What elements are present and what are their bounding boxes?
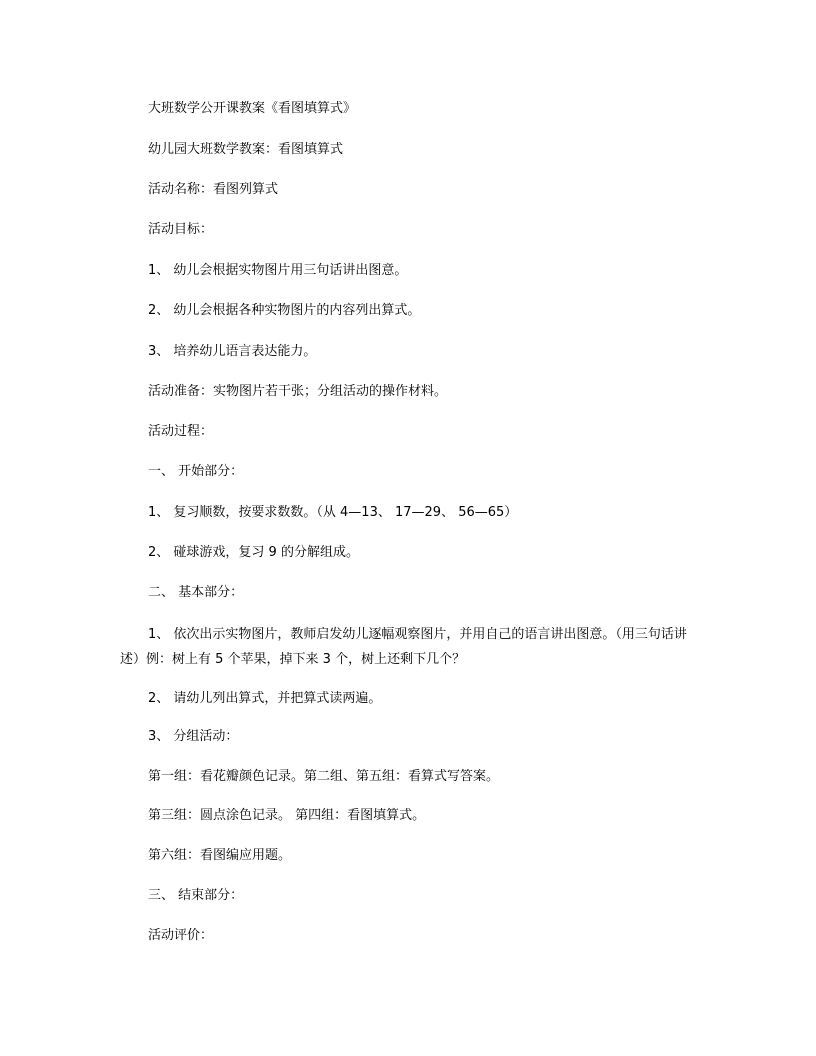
part2-item-2: 2、 请幼儿列出算式，并把算式读两遍。 bbox=[148, 691, 382, 706]
document-title: 大班数学公开课教案《看图填算式》 bbox=[148, 101, 357, 116]
part1-heading: 一、 开始部分： bbox=[148, 464, 244, 479]
part2-item-1: 1、 依次出示实物图片，教师启发幼儿逐幅观察图片，并用自己的语言讲出图意。（用三句话讲述）例：树上有 5 个苹果，掉下来 3 个，树上还剩下几个？ bbox=[120, 627, 687, 667]
part3-heading: 三、 结束部分： bbox=[148, 888, 244, 903]
process-heading: 活动过程： bbox=[148, 424, 214, 439]
part2-item-3: 3、 分组活动： bbox=[148, 729, 239, 744]
part1-item-2: 2、 碰球游戏，复习 9 的分解组成。 bbox=[148, 545, 359, 560]
goals-heading: 活动目标： bbox=[148, 222, 214, 237]
activity-name: 活动名称：看图列算式 bbox=[148, 182, 279, 197]
group-line-3: 第六组：看图编应用题。 bbox=[148, 848, 292, 863]
goal-item-3: 3、 培养幼儿语言表达能力。 bbox=[148, 344, 317, 359]
group-line-2: 第三组：圆点涂色记录。 第四组：看图填算式。 bbox=[148, 808, 426, 823]
part2-heading: 二、 基本部分： bbox=[148, 585, 244, 600]
document-subtitle: 幼儿园大班数学教案：看图填算式 bbox=[148, 142, 344, 157]
evaluation-heading: 活动评价： bbox=[148, 928, 214, 943]
preparation-text: 活动准备：实物图片若干张；分组活动的操作材料。 bbox=[148, 384, 448, 399]
group-line-1: 第一组：看花瓣颜色记录。第二组、第五组：看算式写答案。 bbox=[148, 769, 500, 784]
goal-item-2: 2、 幼儿会根据各种实物图片的内容列出算式。 bbox=[148, 303, 421, 318]
part1-item-1: 1、 复习顺数，按要求数数。（从 4—13、 17—29、 56—65） bbox=[148, 505, 518, 520]
goal-item-1: 1、 幼儿会根据实物图片用三句话讲出图意。 bbox=[148, 263, 408, 278]
